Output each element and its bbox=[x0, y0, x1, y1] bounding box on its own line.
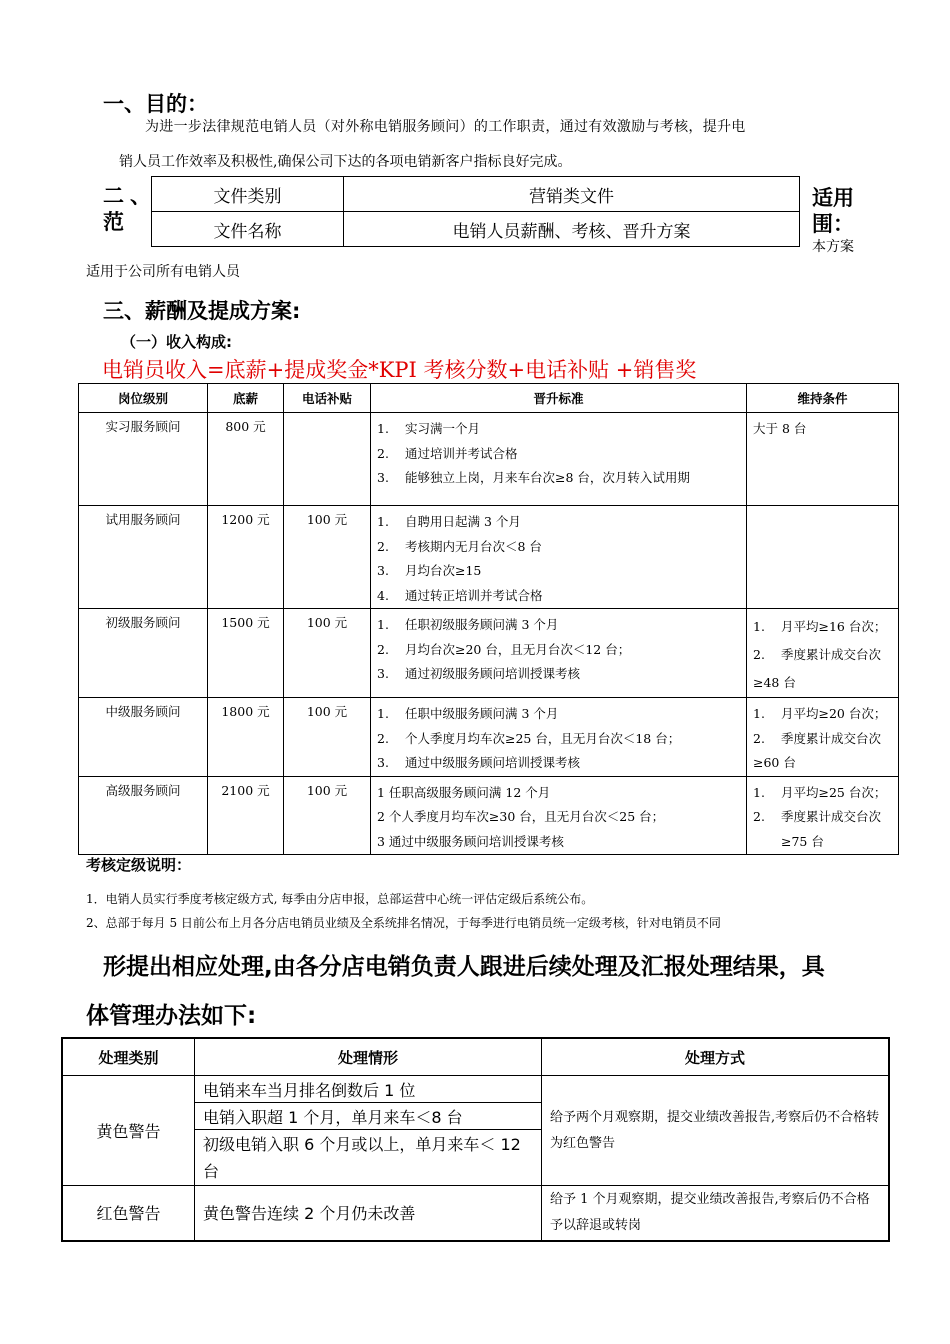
red-warning-label: 红色警告 bbox=[62, 1186, 195, 1241]
phone-cell: 100 元 bbox=[284, 506, 371, 609]
col-header: 处理类别 bbox=[62, 1038, 195, 1076]
level-cell: 中级服务顾问 bbox=[79, 698, 208, 777]
red-action: 给予 1 个月观察期，提交业绩改善报告,考察后仍不合格予以辞退或转岗 bbox=[542, 1186, 890, 1241]
level-cell: 实习服务顾问 bbox=[79, 413, 208, 506]
scope-value: 电销人员薪酬、考核、晋升方案 bbox=[344, 212, 800, 247]
base-cell: 1200 元 bbox=[208, 506, 284, 609]
keep-cell bbox=[747, 506, 899, 609]
section-3-title: 三、薪酬及提成方案: bbox=[103, 299, 301, 323]
promo-cell: 1. 自聘用日起满 3 个月 2. 考核期内无月台次＜8 台 3. 月均台次≥15 4. 通过转正培训并考试合格 bbox=[371, 506, 747, 609]
col-header: 处理情形 bbox=[195, 1038, 542, 1076]
promo-cell: 1. 实习满一个月 2. 通过培训并考试合格 3. 能够独立上岗，月来车台次≥8 台，次月转入试用期 bbox=[371, 413, 747, 506]
level-cell: 高级服务顾问 bbox=[79, 776, 208, 855]
base-cell: 1800 元 bbox=[208, 698, 284, 777]
income-formula: 电销员收入=底薪+提成奖金*KPI 考核分数+电话补贴 +销售奖 bbox=[102, 358, 697, 382]
purpose-line-2: 销人员工作效率及积极性,确保公司下达的各项电销新客户指标良好完成。 bbox=[119, 154, 572, 170]
assess-item-2: 2、总部于每月 5 日前公布上月各分店电销员业绩及全系统排名情况，于每季进行电销员统一定级考核，针对电销员不同 bbox=[86, 916, 721, 930]
yellow-action: 给予两个月观察期，提交业绩改善报告,考察后仍不合格转为红色警告 bbox=[542, 1076, 890, 1186]
phone-cell: 100 元 bbox=[284, 776, 371, 855]
promo-cell: 1 任职高级服务顾问满 12 个月 2 个人季度月均车次≥30 台，且无月台次＜25 台； 3 通过中级服务顾问培训授课考核 bbox=[371, 776, 747, 855]
case-cell: 电销入职超 1 个月，单月来车＜8 台 bbox=[195, 1103, 542, 1130]
case-cell: 电销来车当月排名倒数后 1 位 bbox=[195, 1076, 542, 1103]
phone-cell: 100 元 bbox=[284, 609, 371, 698]
keep-cell: 大于 8 台 bbox=[747, 413, 899, 506]
table-row bbox=[79, 413, 899, 506]
promo-cell: 1. 任职中级服务顾问满 3 个月 2. 个人季度月均车次≥25 台，且无月台次＜18 台； 3. 通过中级服务顾问培训授课考核 bbox=[371, 698, 747, 777]
col-header: 晋升标准 bbox=[371, 384, 747, 413]
assess-big-2: 体管理办法如下: bbox=[86, 1003, 257, 1029]
purpose-line-1: 为进一步法律规范电销人员（对外称电销服务顾问）的工作职责，通过有效激励与考核，提升电 bbox=[145, 119, 746, 135]
base-cell: 1500 元 bbox=[208, 609, 284, 698]
keep-cell: 1. 月平均≥25 台次； 2. 季度累计成交台次 ≥75 台 bbox=[747, 776, 899, 855]
scope-row bbox=[152, 212, 800, 247]
income-subtitle: （一）收入构成: bbox=[121, 333, 232, 351]
scope-right-c: 本方案 bbox=[812, 239, 854, 255]
scope-right-b: 围： bbox=[812, 212, 854, 236]
proc-header-row bbox=[62, 1038, 889, 1076]
assess-big-1: 形提出相应处理,由各分店电销负责人跟进后续处理及汇报处理结果，具 bbox=[103, 954, 825, 980]
scope-value: 营销类文件 bbox=[344, 177, 800, 212]
yellow-warning-label: 黄色警告 bbox=[62, 1076, 195, 1186]
col-header: 处理方式 bbox=[542, 1038, 890, 1076]
salary-header-row bbox=[79, 384, 899, 413]
col-header: 维持条件 bbox=[747, 384, 899, 413]
processing-table bbox=[61, 1037, 890, 1242]
keep-cell: 1. 月平均≥16 台次； 2. 季度累计成交台次 ≥48 台 bbox=[747, 609, 899, 698]
section-2-title-b: 范 bbox=[103, 210, 124, 234]
scope-key: 文件名称 bbox=[152, 212, 344, 247]
base-cell: 2100 元 bbox=[208, 776, 284, 855]
assess-title: 考核定级说明： bbox=[86, 856, 192, 874]
salary-table bbox=[78, 383, 899, 855]
keep-cell: 1. 月平均≥20 台次； 2. 季度累计成交台次 ≥60 台 bbox=[747, 698, 899, 777]
level-cell: 试用服务顾问 bbox=[79, 506, 208, 609]
case-cell: 黄色警告连续 2 个月仍未改善 bbox=[195, 1186, 542, 1241]
case-cell: 初级电销入职 6 个月或以上，单月来车＜ 12 台 bbox=[195, 1130, 542, 1186]
base-cell: 800 元 bbox=[208, 413, 284, 506]
scope-right-a: 适用 bbox=[812, 186, 854, 210]
scope-row bbox=[152, 177, 800, 212]
assess-item-1: 1．电销人员实行季度考核定级方式, 每季由分店申报，总部运营中心统一评估定级后系统公布。 bbox=[86, 892, 594, 906]
col-header: 岗位级别 bbox=[79, 384, 208, 413]
table-row bbox=[79, 506, 899, 609]
table-row bbox=[62, 1076, 889, 1103]
scope-key: 文件类别 bbox=[152, 177, 344, 212]
table-row bbox=[79, 698, 899, 777]
col-header: 底薪 bbox=[208, 384, 284, 413]
table-row bbox=[79, 609, 899, 698]
scope-after: 适用于公司所有电销人员 bbox=[86, 264, 240, 280]
phone-cell bbox=[284, 413, 371, 506]
promo-cell: 1. 任职初级服务顾问满 3 个月 2. 月均台次≥20 台，且无月台次＜12 台； 3. 通过初级服务顾问培训授课考核 bbox=[371, 609, 747, 698]
phone-cell: 100 元 bbox=[284, 698, 371, 777]
level-cell: 初级服务顾问 bbox=[79, 609, 208, 698]
col-header: 电话补贴 bbox=[284, 384, 371, 413]
table-row bbox=[79, 776, 899, 855]
table-row bbox=[62, 1186, 889, 1241]
section-2-title-a: 二、 bbox=[103, 184, 157, 208]
section-1-title: 一、目的： bbox=[103, 92, 208, 116]
scope-table bbox=[151, 176, 800, 247]
